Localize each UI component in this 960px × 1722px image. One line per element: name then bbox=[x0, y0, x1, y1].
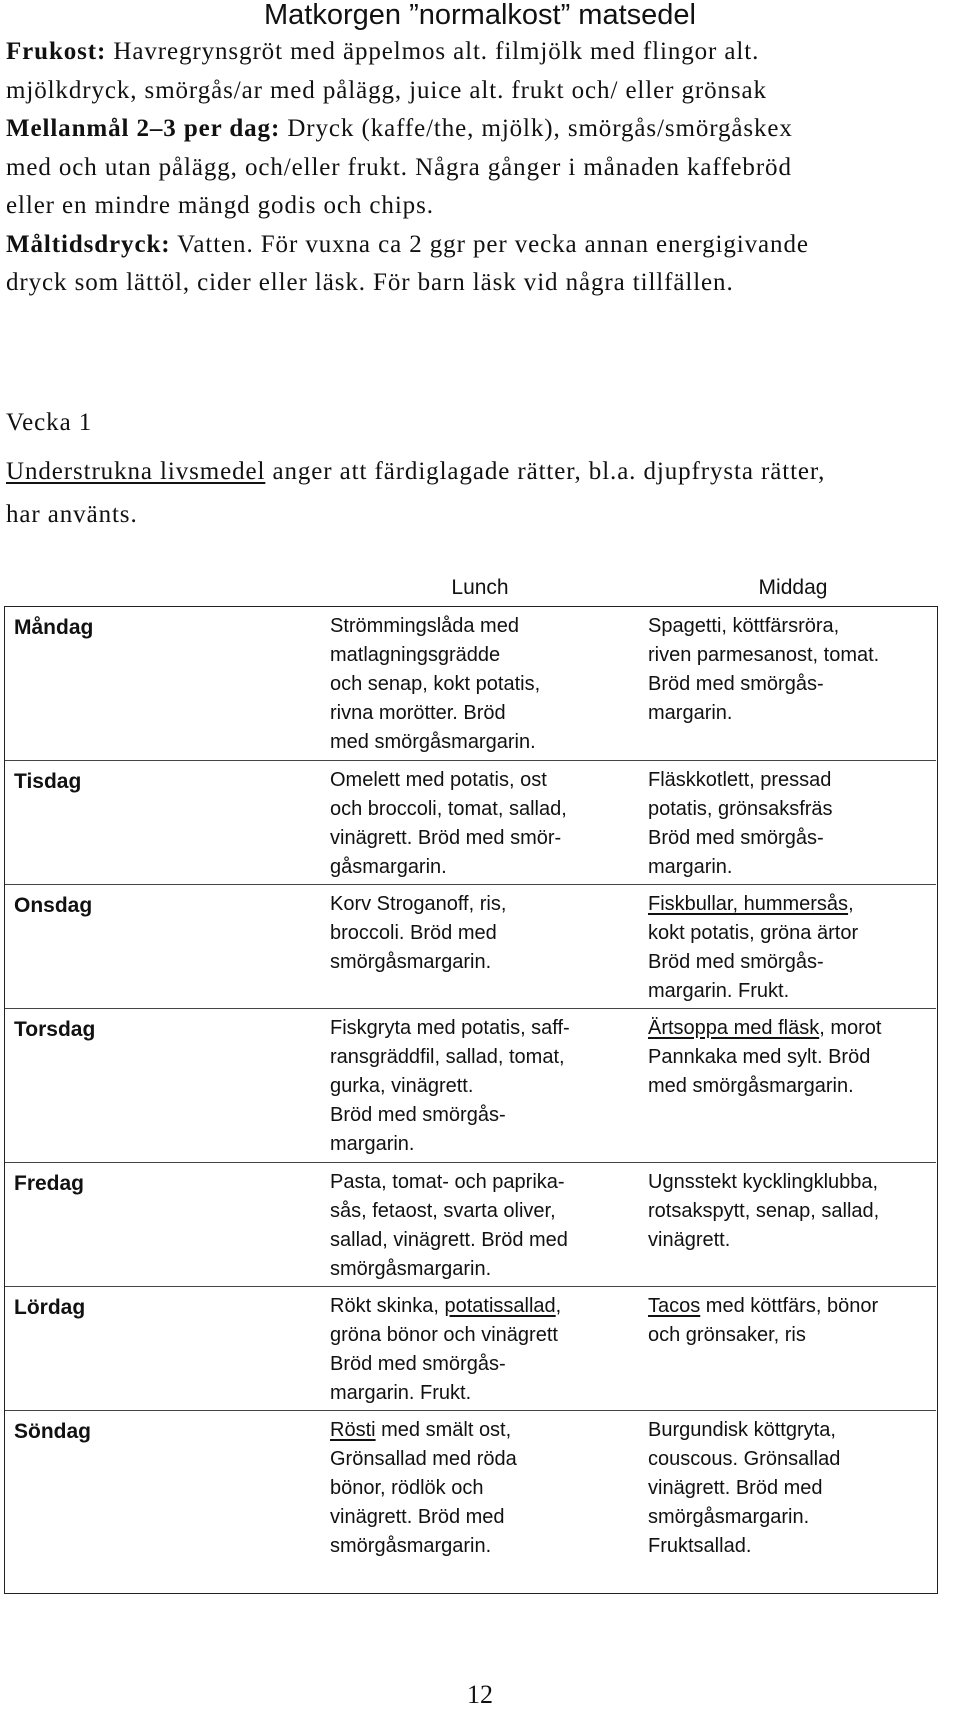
text-fragment: , bbox=[848, 893, 854, 915]
text-line: och grönsaker, ris bbox=[648, 1324, 806, 1346]
day-label: Fredag bbox=[14, 1172, 85, 1195]
dinner-cell bbox=[648, 766, 938, 882]
row-separator bbox=[5, 1162, 936, 1163]
text-line: riven parmesanost, tomat. bbox=[648, 644, 880, 666]
prepared-dish: Fiskbullar, hummersås bbox=[648, 893, 849, 915]
text-line: ransgräddfil, sallad, tomat, bbox=[330, 1046, 565, 1068]
text-line: margarin. bbox=[648, 702, 733, 724]
text-line: Korv Stroganoff, ris, bbox=[330, 893, 507, 915]
lunch-cell bbox=[330, 1416, 630, 1561]
week-title: Vecka 1 bbox=[6, 409, 93, 436]
dinner-cell bbox=[648, 890, 938, 1006]
lunch-cell bbox=[330, 612, 630, 757]
dinner-cell bbox=[648, 612, 938, 728]
day-label: Lördag bbox=[14, 1296, 86, 1319]
drink-label: Måltidsdryck: bbox=[6, 231, 171, 258]
text-line: Spagetti, köttfärsröra, bbox=[648, 615, 840, 637]
row-separator bbox=[5, 1286, 936, 1287]
text-line: med smörgåsmargarin. bbox=[330, 731, 536, 753]
day-label: Måndag bbox=[14, 616, 94, 639]
dinner-cell bbox=[648, 1416, 938, 1561]
text-line: sallad, vinägrett. Bröd med bbox=[330, 1229, 568, 1251]
text-line: potatis, grönsaksfräs bbox=[648, 798, 833, 820]
text-line: Fiskgryta med potatis, saff- bbox=[330, 1017, 570, 1039]
text-line: smörgåsmargarin. bbox=[330, 1535, 492, 1557]
text-line: smörgåsmargarin. bbox=[330, 1258, 492, 1280]
page-number: 12 bbox=[467, 1680, 493, 1709]
snack-label: Mellanmål 2–3 per dag: bbox=[6, 115, 281, 142]
dinner-header: Middag bbox=[758, 576, 828, 599]
legend-note bbox=[6, 450, 951, 536]
prepared-dish: potatissallad bbox=[444, 1295, 556, 1317]
text-line: vinägrett. Bröd med smör- bbox=[330, 827, 562, 849]
snack-line bbox=[6, 110, 951, 149]
text-line: matlagningsgrädde bbox=[330, 644, 501, 666]
text-fragment: Rökt skinka, bbox=[330, 1295, 445, 1317]
text-line: vinägrett. bbox=[648, 1229, 731, 1251]
breakfast-label: Frukost: bbox=[6, 38, 107, 65]
snack-line-3: eller en mindre mängd godis och chips. bbox=[6, 192, 434, 219]
text-line: Fruktsallad. bbox=[648, 1535, 752, 1557]
text-line: Fläskkotlett, pressad bbox=[648, 769, 832, 791]
text-fragment: med köttfärs, bönor bbox=[700, 1295, 879, 1317]
text-line: och senap, kokt potatis, bbox=[330, 673, 541, 695]
text-line: rivna morötter. Bröd bbox=[330, 702, 506, 724]
drink-text: Vatten. För vuxna ca 2 ggr per vecka annan energigivande bbox=[170, 231, 809, 258]
text-line bbox=[648, 1292, 938, 1321]
dinner-cell bbox=[648, 1168, 938, 1255]
text-line bbox=[330, 1416, 630, 1445]
text-line: rotsakspytt, senap, sallad, bbox=[648, 1200, 880, 1222]
text-line: med smörgåsmargarin. bbox=[648, 1075, 854, 1097]
text-line: Bröd med smörgås- bbox=[648, 827, 824, 849]
legend-line-2: har använts. bbox=[6, 501, 138, 528]
text-line: Bröd med smörgås- bbox=[648, 951, 824, 973]
text-line: couscous. Grönsallad bbox=[648, 1448, 841, 1470]
drink-line-2: dryck som lättöl, cider eller läsk. För barn läsk vid några tillfällen. bbox=[6, 269, 734, 296]
day-label: Tisdag bbox=[14, 770, 82, 793]
lunch-cell bbox=[330, 890, 630, 977]
text-line: Ugnsstekt kycklingklubba, bbox=[648, 1171, 879, 1193]
prepared-dish: Ärtsoppa med fläsk bbox=[648, 1017, 820, 1039]
text-line: gröna bönor och vinägrett bbox=[330, 1324, 558, 1346]
text-line: broccoli. Bröd med bbox=[330, 922, 497, 944]
text-line: margarin. bbox=[648, 856, 733, 878]
text-line: Bröd med smörgås- bbox=[330, 1353, 506, 1375]
legend-underlined: Understrukna livsmedel bbox=[6, 458, 266, 485]
text-line: sås, fetaost, svarta oliver, bbox=[330, 1200, 556, 1222]
text-line: och broccoli, tomat, sallad, bbox=[330, 798, 567, 820]
snack-text: Dryck (kaffe/the, mjölk), smörgås/smörgåskex bbox=[280, 115, 793, 142]
text-fragment: , morot bbox=[819, 1017, 882, 1039]
lunch-header: Lunch bbox=[451, 576, 509, 599]
prepared-dish: Tacos bbox=[648, 1295, 701, 1317]
text-line: margarin. Frukt. bbox=[330, 1382, 472, 1404]
text-line: gurka, vinägrett. bbox=[330, 1075, 474, 1097]
text-line: smörgåsmargarin. bbox=[648, 1506, 810, 1528]
snack-line-2: med och utan pålägg, och/eller frukt. Några gånger i månaden kaffebröd bbox=[6, 154, 792, 181]
lunch-cell bbox=[330, 1292, 630, 1408]
day-label: Torsdag bbox=[14, 1018, 96, 1041]
text-line: kokt potatis, gröna ärtor bbox=[648, 922, 859, 944]
text-fragment: , bbox=[555, 1295, 562, 1317]
breakfast-line-2: mjölkdryck, smörgås/ar med pålägg, juice alt. frukt och/ eller grönsak bbox=[6, 77, 767, 104]
row-separator bbox=[5, 884, 936, 885]
text-line bbox=[648, 890, 938, 919]
text-line: Grönsallad med röda bbox=[330, 1448, 517, 1470]
legend-rest: anger att färdiglagade rätter, bl.a. djupfrysta rätter, bbox=[265, 458, 826, 485]
text-fragment: med smält ost, bbox=[375, 1419, 512, 1441]
text-line: Strömmingslåda med bbox=[330, 615, 519, 637]
text-line: Omelett med potatis, ost bbox=[330, 769, 547, 791]
text-line: Bröd med smörgås- bbox=[330, 1104, 506, 1126]
text-line: smörgåsmargarin. bbox=[330, 951, 492, 973]
dinner-cell bbox=[648, 1292, 938, 1350]
text-line: Pasta, tomat- och paprika- bbox=[330, 1171, 565, 1193]
breakfast-line bbox=[6, 33, 951, 72]
text-line: vinägrett. Bröd med bbox=[330, 1506, 505, 1528]
lunch-cell bbox=[330, 1168, 630, 1284]
lunch-cell bbox=[330, 766, 630, 882]
text-line: Pannkaka med sylt. Bröd bbox=[648, 1046, 871, 1068]
breakfast-text: Havregrynsgröt med äppelmos alt. filmjölk med flingor alt. bbox=[106, 38, 760, 65]
row-separator bbox=[5, 1008, 936, 1009]
prepared-dish: Rösti bbox=[330, 1419, 376, 1441]
drink-line bbox=[6, 226, 951, 265]
lunch-cell bbox=[330, 1014, 630, 1159]
dinner-cell bbox=[648, 1014, 938, 1101]
row-separator bbox=[5, 760, 936, 761]
row-separator bbox=[5, 1410, 936, 1411]
day-label: Onsdag bbox=[14, 894, 93, 917]
text-line: margarin. bbox=[330, 1133, 415, 1155]
text-line: vinägrett. Bröd med bbox=[648, 1477, 823, 1499]
text-line: Burgundisk köttgryta, bbox=[648, 1419, 836, 1441]
text-line: gåsmargarin. bbox=[330, 856, 447, 878]
text-line: Bröd med smörgås- bbox=[648, 673, 824, 695]
text-line: bönor, rödlök och bbox=[330, 1477, 484, 1499]
text-line bbox=[648, 1014, 938, 1043]
text-line bbox=[330, 1292, 630, 1321]
page-title: Matkorgen ”normalkost” matsedel bbox=[264, 0, 696, 31]
text-line: margarin. Frukt. bbox=[648, 980, 790, 1002]
day-label: Söndag bbox=[14, 1420, 91, 1443]
